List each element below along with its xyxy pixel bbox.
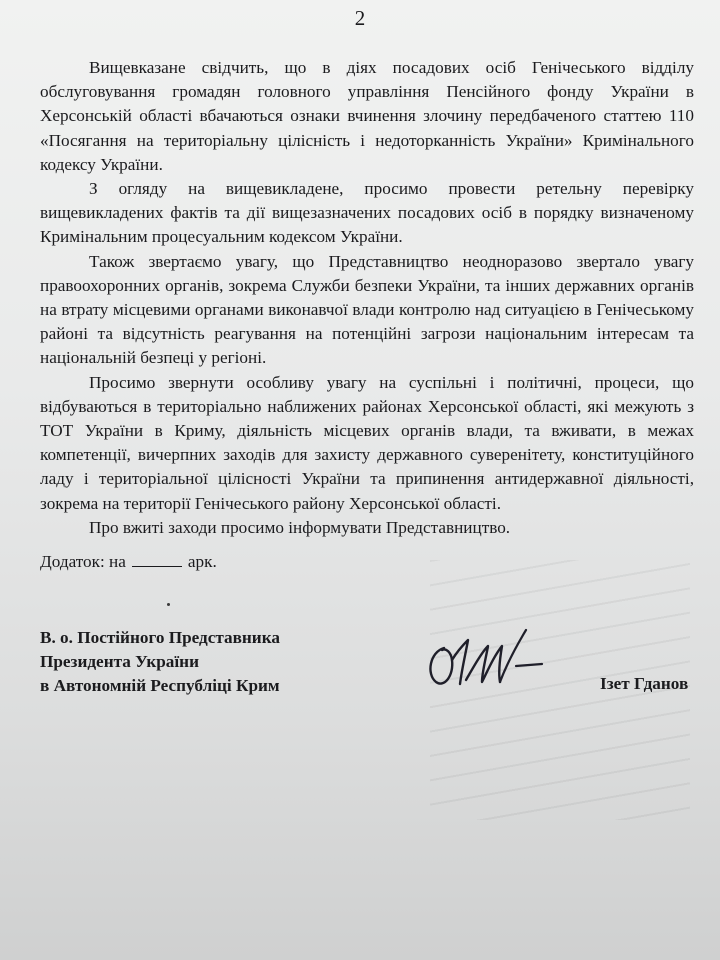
paragraph-4: Просимо звернути особливу увагу на суспільні і політичні, процеси, що відбуваються в територіально наближених районах Херсонської області, які межують з ТОТ України в Криму, діяльність місцевих органів влади, та вживати, в межах компетенції, вичерпних заходів для захисту державного суверенітету, конституційного ладу і територіальної цілісності України та припинення антидержавної діяльності, зокрема на території Генічеського району Херсонської області. (40, 372, 694, 513)
signatory-name: Ізет Гданов (600, 674, 689, 693)
attachment-suffix: арк. (187, 552, 217, 571)
paragraph-2: З огляду на вищевикладене, просимо провести ретельну перевірку вищевикладених фактів та дії вищезазначених посадових осіб в порядку визначеному Кримінальним процесуальним кодексом України. (40, 179, 694, 247)
paper-speck (167, 603, 170, 606)
page-number: 2 (354, 6, 366, 30)
paragraph-3: Також звертаємо увагу, що Представництво неодноразово звертало увагу правоохоронних органів, зокрема Служби безпеки України, та інших державних органів на втрату місцевими органами виконавчої влади контролю над ситуацією в Генічеському районі та відсутність реагування на потенційні загрози національним інтересам та національній безпеці у регіоні. (40, 251, 694, 368)
attachment-prefix: Додаток: на (40, 552, 126, 571)
attachment-blank-field (132, 552, 182, 567)
handwritten-signature (422, 626, 547, 690)
letter-body (40, 56, 694, 540)
paragraph-1: Вищевказане свідчить, що в діях посадових осіб Генічеського відділу обслуговування громадян головного управління Пенсійного фонду України в Херсонській області вбачаються ознаки вчинення злочину передбаченого статтею 110 «Посягання на територіальну цілісність і недоторканність України» Кримінального кодексу України. (40, 58, 694, 174)
signatory-title (40, 626, 280, 698)
paragraph-5: Про вжиті заходи просимо інформувати Представництво. (89, 517, 511, 537)
signatory-title-line-2: Президента України (40, 652, 199, 671)
signatory-title-line-3: в Автономній Республіці Крим (40, 676, 280, 695)
signatory-title-line-1: В. о. Постійного Представника (40, 628, 280, 647)
attachment-line (40, 552, 217, 572)
